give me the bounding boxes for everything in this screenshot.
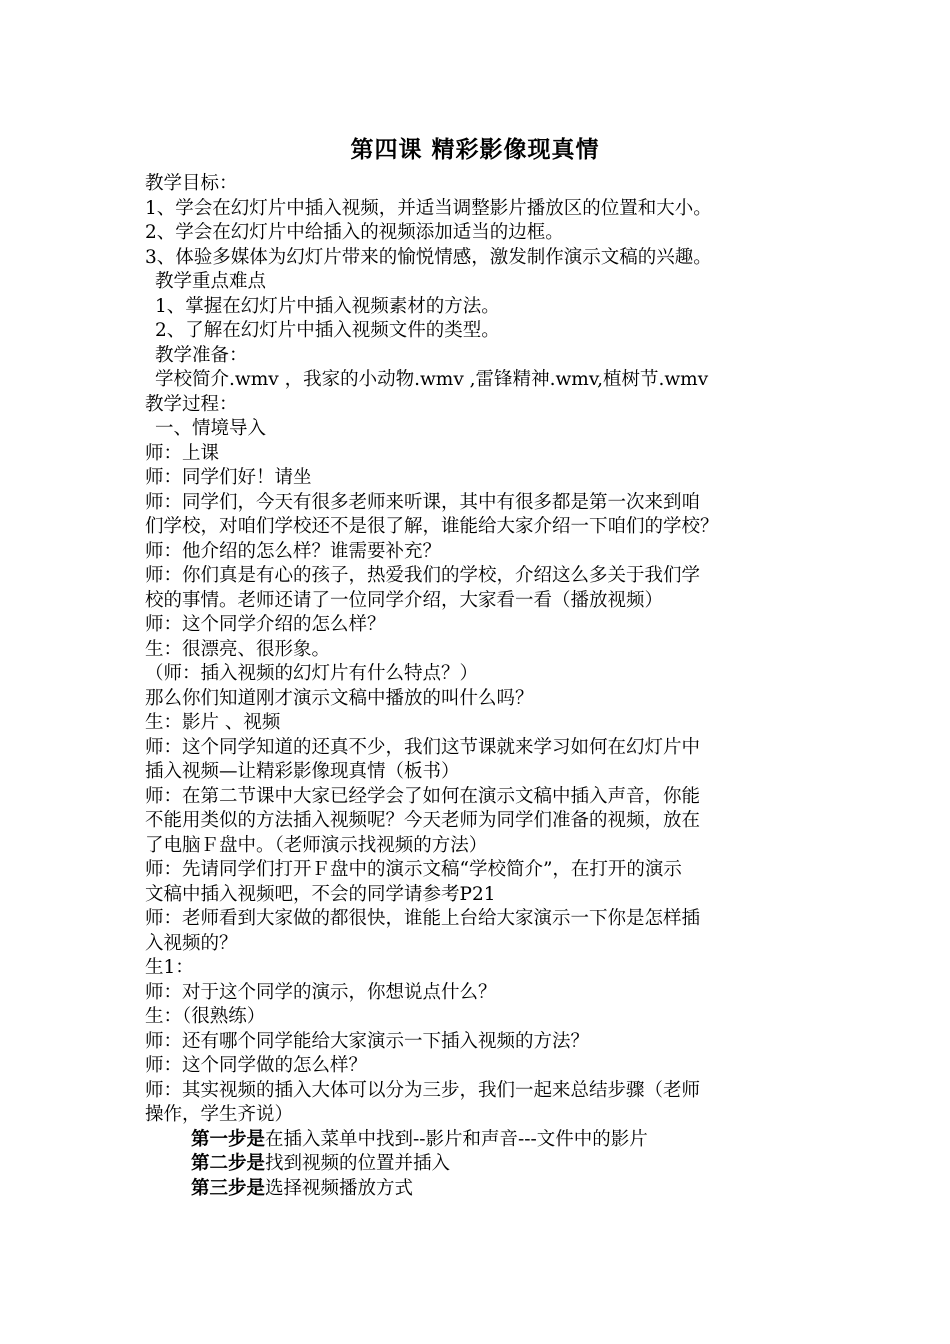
text-line: 师：在第二节课中大家已经学会了如何在演示文稿中插入声音，你能 <box>145 785 701 807</box>
text-line: 师：其实视频的插入大体可以分为三步，我们一起来总结步骤（老师 <box>145 1079 701 1101</box>
text-line: 师：这个同学做的怎么样？ <box>145 1055 368 1076</box>
step-line <box>145 1128 825 1153</box>
text-line: 师：他介绍的怎么样？谁需要补充？ <box>145 540 442 562</box>
text-line: 插入视频—让精彩影像现真情（板书） <box>145 761 460 782</box>
text-line: 师：同学们，今天有很多老师来听课，其中有很多都是第一次来到咱 <box>145 491 701 513</box>
text-line: 教学重点难点 <box>155 271 267 292</box>
step-line <box>145 1152 825 1177</box>
text-line: 了电脑Ｆ盘中。（老师演示找视频的方法） <box>145 834 488 856</box>
step-label: 第三步是 <box>191 1177 266 1199</box>
text-line: 入视频的？ <box>145 932 238 954</box>
text-line: 文稿中插入视频吧，不会的同学请参考P21 <box>145 883 496 905</box>
text-line: 师：这个同学介绍的怎么样？ <box>145 614 386 635</box>
text-line: 教学过程： <box>145 393 238 415</box>
text-line: 2、了解在幻灯片中插入视频文件的类型。 <box>155 320 500 341</box>
text-line: 师：这个同学知道的还真不少，我们这节课就来学习如何在幻灯片中 <box>145 736 701 758</box>
text-line: 1、学会在幻灯片中插入视频，并适当调整影片播放区的位置和大小。 <box>145 197 712 219</box>
step-text: 在插入菜单中找到--影片和声音---文件中的影片 <box>265 1128 648 1150</box>
step-text: 找到视频的位置并插入 <box>265 1153 451 1174</box>
lesson-body <box>145 172 825 1201</box>
text-line: 操作，学生齐说） <box>145 1104 294 1125</box>
text-line: 1、掌握在幻灯片中插入视频素材的方法。 <box>155 295 500 317</box>
text-line: 师：先请同学们打开Ｆ盘中的演示文稿“学校简介”，在打开的演示 <box>145 859 682 880</box>
step-line <box>145 1177 825 1202</box>
text-line: 教学准备： <box>155 344 248 366</box>
lesson-title: 第四课 精彩影像现真情 <box>350 136 600 163</box>
text-line: 学校简介.wmv ，我家的小动物.wmv ,雷锋精神.wmv,植树节.wmv <box>155 369 709 390</box>
text-line: 师：同学们好！请坐 <box>145 467 312 488</box>
text-line: 们学校，对咱们学校还不是很了解，谁能给大家介绍一下咱们的学校？ <box>145 516 719 537</box>
step-text: 选择视频播放方式 <box>265 1177 414 1199</box>
text-line: 校的事情。老师还请了一位同学介绍，大家看一看（播放视频） <box>145 589 664 611</box>
text-line: 3、体验多媒体为幻灯片带来的愉悦情感，激发制作演示文稿的兴趣。 <box>145 246 712 268</box>
text-line: 师：你们真是有心的孩子，热爱我们的学校，介绍这么多关于我们学 <box>145 565 701 586</box>
step-label: 第一步是 <box>191 1128 266 1150</box>
text-line: 生：很漂亮、很形象。 <box>145 638 331 660</box>
text-line: 2、学会在幻灯片中给插入的视频添加适当的边框。 <box>145 222 564 243</box>
text-line: 一、情境导入 <box>155 418 267 439</box>
text-line: 生1： <box>145 957 194 978</box>
text-line: （师：插入视频的幻灯片有什么特点？） <box>145 663 479 684</box>
text-line: 师：还有哪个同学能给大家演示一下插入视频的方法？ <box>145 1030 590 1052</box>
text-line: 师：老师看到大家做的都很快，谁能上台给大家演示一下你是怎样插 <box>145 908 701 929</box>
text-line: 师：对于这个同学的演示，你想说点什么？ <box>145 981 497 1003</box>
text-line: 师：上课 <box>145 442 220 464</box>
text-line: 教学目标： <box>145 173 238 194</box>
text-line: 不能用类似的方法插入视频呢？今天老师为同学们准备的视频，放在 <box>145 810 701 831</box>
step-label: 第二步是 <box>191 1153 266 1174</box>
text-line: 生：影片 、视频 <box>145 712 281 733</box>
text-line: 生：（很熟练） <box>145 1006 266 1027</box>
text-line: 那么你们知道刚才演示文稿中播放的叫什么吗？ <box>145 687 534 709</box>
